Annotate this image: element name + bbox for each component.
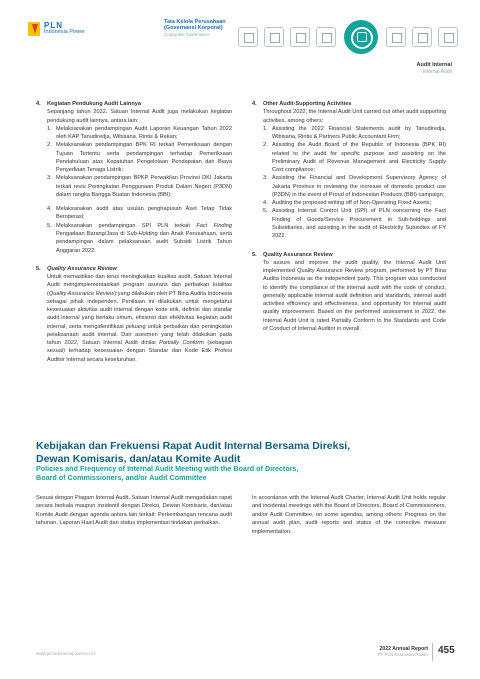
- section-paragraph-en: In accordance with the Internal Audit Charter, Internal Audit Unit holds regular and incidental meetings with the Board of Directors, Board of Commissioners, and/or Audit Committee, on some agendas, among others: Progress on the annual audit plan, audit reports and status of the corrective measure implementation.: [252, 495, 446, 535]
- chapter-governance-active-icon[interactable]: [344, 20, 378, 54]
- chapter-1-icon[interactable]: [238, 27, 258, 47]
- page-title: Audit Internal: [416, 62, 452, 68]
- chapter-8-icon[interactable]: [438, 27, 458, 47]
- chapter-6-icon[interactable]: [386, 27, 406, 47]
- chapter-2-icon[interactable]: [264, 27, 284, 47]
- footer-report-label: [378, 646, 428, 658]
- item4-title-en: 4. Other Audit-Supporting Activities: [252, 101, 352, 107]
- logo-subtitle: Indonesia Power: [44, 29, 85, 36]
- page-number: 455: [438, 645, 455, 656]
- item5-body-id: Untuk memastikan dan terus meningkatkan kualitas audit, Satuan Internal Audit mengimplementasikan program asurans dan perbaikan kualitas (Quality Assurance Review) yang dilakukan oleh PT Bina Audita Indonesia sebagai pihak independen. Penilaian ini dilakukan untuk mengetahui kesesuaian aktivitas audit internal dengan kode etik, definisi dan standar audit internal yang berlaku umum, efisiensi dan efektivitas kegiatan audit internal, serta mengidentifikasi peluang untuk perbaikan dan peningkatan pelaksanaan audit internal. Dari asesmen yang telah dilakukan pada tahun 2022, Satuan Internal Audit dinilai Partially Conform (sebagian sesuai) terhadap kesesuaian dengan Standar dan Kode Etik Profesi Auditor Internal secara keseluruhan.: [47, 274, 232, 363]
- section-paragraph-id: Sesuai dengan Piagam Internal Audit, Satuan Internal Audit mengadakan rapat secara berkala maupun insidentil dengan Direksi, Dewan Komisaris, dan/atau Komite Audit dengan agenda antara lain terkait: Perkembangan rencana audit tahunan, Laporan Hasil Audit dan status implementasi tindakan perbaikan.: [36, 495, 232, 527]
- list-item: 2. Assisting the Audit Board of the Republic of Indonesia (BPK RI) related to the audit for specific purpose and assisting on the Preliminary Audit of Revenue Management and Electricity Supply Cost compliance;: [263, 142, 446, 174]
- item4-intro-en: Throughout 2022, the Internal Audit Unit carried out other audit supporting activities, among others:: [263, 109, 446, 124]
- section-label-line3: Corporate Governance: [164, 31, 210, 37]
- footer-report-subtitle: PT PLN Indonesia Power: [377, 652, 428, 658]
- section-label: [164, 19, 226, 37]
- list-item: 3. Assisting the Financial and Development Supervisory Agency of Jakarta Province in reviewing the increase of domestic product use (P3DN) in the event of Proud of Indonesian Products (BBI) campaign;: [263, 175, 446, 198]
- item4-title-id: 4. Kegiatan Pendukung Audit Lainnya: [36, 101, 141, 107]
- section-label-line2: (Governansi Korporat): [164, 25, 223, 32]
- list-item: 4. Auditing the proposed writing off of Non-Operating Fixed Assets;: [263, 200, 432, 207]
- left-column: [36, 100, 232, 364]
- list-item: 3. Melaksanakan pendampingan BPKP Perwakilan Provinsi DKI Jakarta terkait reviu Peningkatan Penggunaan Produk Dalam Negeri (P3DN) dalam rangka Bangga Buatan Indonesia (BBI);: [47, 175, 232, 198]
- company-logo: [28, 22, 85, 36]
- list-item: 2. Melaksanakan pendampingan BPK RI terkait Pemeriksaan dengan Tujuan Tertentu serta pendampingan terhadap Pemeriksaan Pendahuluan atas Kepatuhan Pengelolaan Pendapatan dan Biaya Penyediaan Tenaga Listrik;: [47, 142, 232, 174]
- chapter-nav: [238, 20, 458, 54]
- list-item: 1. Melaksanakan pendampingan Audit Laporan Keuangan Tahun 2022 oleh KAP Tanudiredja, Wibisana, Rintis & Rekan;: [47, 125, 232, 141]
- list-item: 5. Assisting Internal Control Unit (SPI) of PLN concerning the Fact Finding of Goods/Service Procurement in Sub-holdings and Subsidiaries, and assisting in the audit of Electricity Subsidies of FY 2022.: [263, 208, 446, 240]
- item5-body-en: To assure and improve the audit quality, the Internal Audit Unit implemented Quality Assurance Review program, performed by PT Bina Audita Indonesia as the independent party. This program was conducted to identify the compliance of the internal audit with the code of conduct, generally applicable internal audit definition and standards, internal audit activities efficiency and effectiveness, and opportunity for internal audit quality improvement. Based on the performed assessment in 2022, the Internal Audit Unit is rated Partially Conform to the Standards and Code of Conduct of Internal Auditor in overall.: [263, 259, 446, 332]
- page-title-block: [417, 62, 452, 75]
- chapter-7-icon[interactable]: [412, 27, 432, 47]
- item4-intro-id: Sepanjang tahun 2022, Satuan Internal Audit juga melakukan kegiatan pendukung audit lainnya, antara lain:: [47, 109, 232, 124]
- list-item: 1. Assisting the 2022 Financial Statements audit by Tanudiredja, Wibisana, Rintis & Partners Public Accountant Firm;: [263, 125, 446, 141]
- chapter-3-icon[interactable]: [290, 27, 310, 47]
- page-header: [0, 0, 480, 75]
- section-heading-en: Policies and Frequency of Internal Audit Meeting with the Board of Directors, Board of Commissioners, and/or Audit Committee: [36, 464, 299, 483]
- chapter-4-icon[interactable]: [316, 27, 336, 47]
- list-item: 5. Melaksanakan pendampingan SPI PLN terkait Fact Finding Pengadaan Barang/Jasa di Sub-Holding dan Anak Perusahaan, serta pendampingan dalam pelaksanaan audit Subsidi Listrik Tahun Anggaran 2022.: [47, 222, 233, 254]
- item5-title-en: 5. Quality Assurance Review: [252, 251, 333, 258]
- list-item: 4. Melaksanakan audit atas usulan penghapusan Aset Tetap Tidak Beroperasi;: [47, 206, 232, 221]
- pln-logo-icon: [28, 22, 40, 36]
- footer-divider: [432, 643, 433, 661]
- item5-title-id: 5. Quality Assurance Review: [36, 265, 117, 272]
- footer-website-link[interactable]: www.plnindonesiapower.co.id: [36, 651, 95, 656]
- section-label-line1: Tata Kelola Perusahaan: [164, 19, 226, 25]
- logo-name: PLN: [44, 21, 63, 31]
- footer-report-title: 2022 Annual Report: [379, 646, 428, 652]
- page-subtitle: Internal Audit: [422, 68, 452, 75]
- section-heading-id: Kebijakan dan Frekuensi Rapat Audit Internal Bersama Direksi, Dewan Komisaris, dan/atau Komite Audit: [36, 440, 351, 465]
- right-column: [252, 100, 446, 333]
